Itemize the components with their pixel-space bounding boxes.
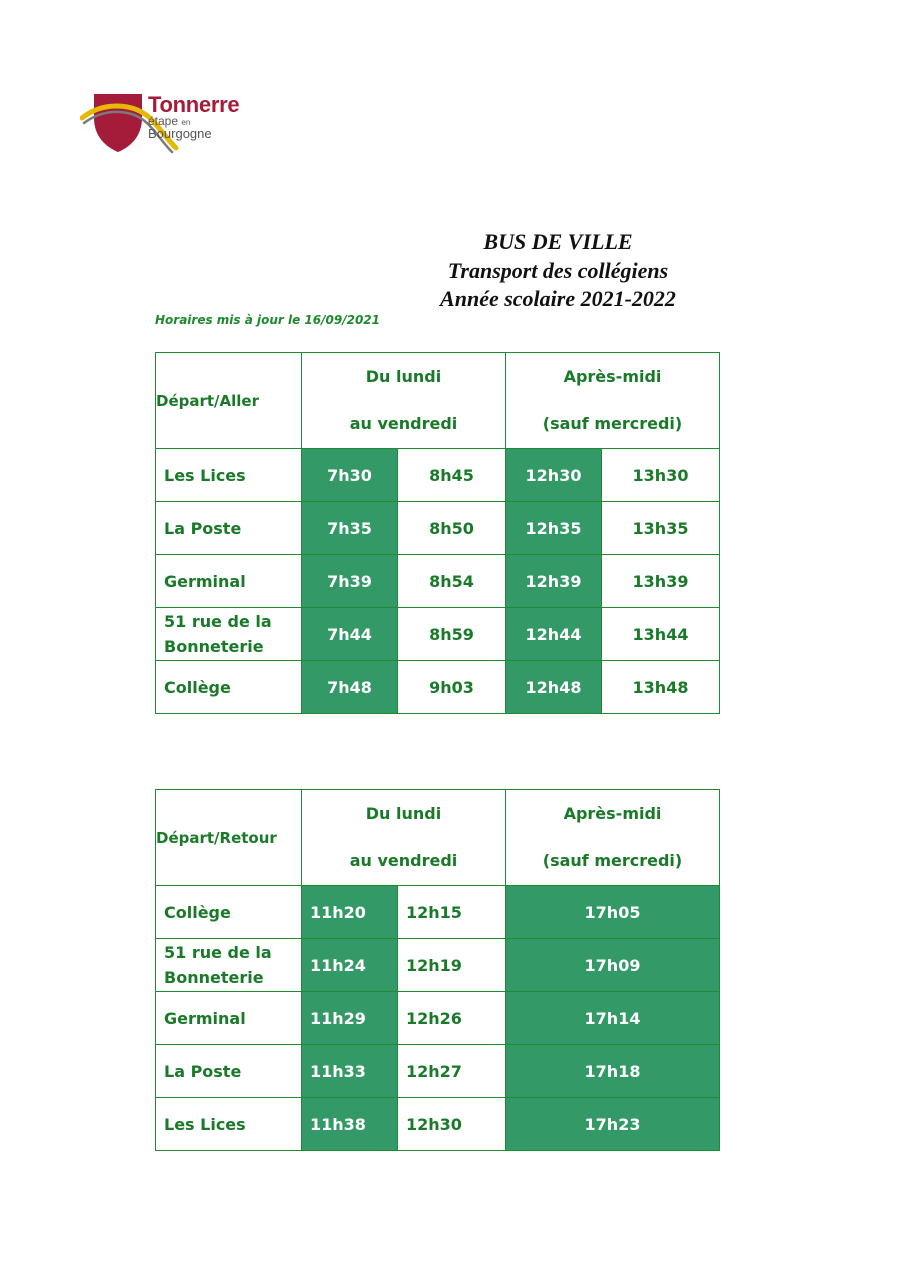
time-cell: 13h35 <box>602 502 720 555</box>
table-row <box>156 608 720 661</box>
direction-label: Départ/Aller <box>156 353 302 449</box>
stop-name: Collège <box>156 886 302 939</box>
header-weekday-line2: au vendredi <box>349 851 458 870</box>
table-row <box>156 502 720 555</box>
table-row <box>156 555 720 608</box>
stop-name: 51 rue de la Bonneterie <box>156 608 302 661</box>
time-cell: 12h35 <box>506 502 602 555</box>
time-cell: 7h44 <box>302 608 398 661</box>
time-cell: 13h39 <box>602 555 720 608</box>
time-cell: 8h50 <box>398 502 506 555</box>
time-cell: 12h39 <box>506 555 602 608</box>
stop-name: Collège <box>156 661 302 714</box>
time-cell: 12h44 <box>506 608 602 661</box>
title-line-1: BUS DE VILLE <box>483 229 633 254</box>
time-cell: 8h45 <box>398 449 506 502</box>
logo-tagline-line1: étape en <box>148 114 191 128</box>
header-weekday-line1: Du lundi <box>365 804 442 823</box>
schedule-table-retour <box>155 789 720 1151</box>
time-cell: 8h54 <box>398 555 506 608</box>
time-cell: 11h33 <box>302 1045 398 1098</box>
updated-note: Horaires mis à jour le 16/09/2021 <box>155 313 380 327</box>
time-cell: 17h05 <box>506 886 720 939</box>
document-title <box>400 228 716 314</box>
direction-label: Départ/Retour <box>156 790 302 886</box>
time-cell: 12h26 <box>398 992 506 1045</box>
time-cell: 12h30 <box>398 1098 506 1151</box>
time-cell: 12h48 <box>506 661 602 714</box>
stop-name: 51 rue de la Bonneterie <box>156 939 302 992</box>
header-weekday-line1: Du lundi <box>365 367 442 386</box>
time-cell: 12h15 <box>398 886 506 939</box>
header-afternoon-line1: Après-midi <box>563 804 662 823</box>
time-cell: 12h19 <box>398 939 506 992</box>
time-cell: 17h18 <box>506 1045 720 1098</box>
time-cell: 17h23 <box>506 1098 720 1151</box>
title-line-2: Transport des collégiens <box>447 257 669 283</box>
time-cell: 12h27 <box>398 1045 506 1098</box>
time-cell: 7h48 <box>302 661 398 714</box>
table-row <box>156 661 720 714</box>
tonnerre-logo <box>80 88 260 158</box>
time-cell: 17h14 <box>506 992 720 1045</box>
stop-name: Les Lices <box>156 449 302 502</box>
table-row <box>156 1098 720 1151</box>
logo-tagline-line2: Bourgogne <box>148 126 212 141</box>
header-weekday <box>302 353 506 449</box>
time-cell: 11h29 <box>302 992 398 1045</box>
time-cell: 11h38 <box>302 1098 398 1151</box>
table-row <box>156 992 720 1045</box>
time-cell: 7h39 <box>302 555 398 608</box>
stop-name: Germinal <box>156 992 302 1045</box>
stop-name: Germinal <box>156 555 302 608</box>
time-cell: 9h03 <box>398 661 506 714</box>
table-header-row <box>156 790 720 886</box>
header-afternoon-line2: (sauf mercredi) <box>542 414 683 433</box>
time-cell: 8h59 <box>398 608 506 661</box>
table-row <box>156 1045 720 1098</box>
time-cell: 13h44 <box>602 608 720 661</box>
schedule-table-aller <box>155 352 720 714</box>
header-afternoon <box>506 790 720 886</box>
time-cell: 13h30 <box>602 449 720 502</box>
time-cell: 7h30 <box>302 449 398 502</box>
header-weekday <box>302 790 506 886</box>
header-afternoon-line1: Après-midi <box>563 367 662 386</box>
header-afternoon <box>506 353 720 449</box>
stop-name: La Poste <box>156 502 302 555</box>
time-cell: 17h09 <box>506 939 720 992</box>
table-row <box>156 449 720 502</box>
table-header-row <box>156 353 720 449</box>
time-cell: 13h48 <box>602 661 720 714</box>
logo-brand-name: Tonnerre <box>148 92 240 117</box>
time-cell: 12h30 <box>506 449 602 502</box>
title-line-3: Année scolaire 2021-2022 <box>440 286 676 311</box>
stop-name: Les Lices <box>156 1098 302 1151</box>
header-afternoon-line2: (sauf mercredi) <box>542 851 683 870</box>
stop-name: La Poste <box>156 1045 302 1098</box>
table-row <box>156 886 720 939</box>
time-cell: 7h35 <box>302 502 398 555</box>
time-cell: 11h20 <box>302 886 398 939</box>
table-row <box>156 939 720 992</box>
header-weekday-line2: au vendredi <box>349 414 458 433</box>
time-cell: 11h24 <box>302 939 398 992</box>
